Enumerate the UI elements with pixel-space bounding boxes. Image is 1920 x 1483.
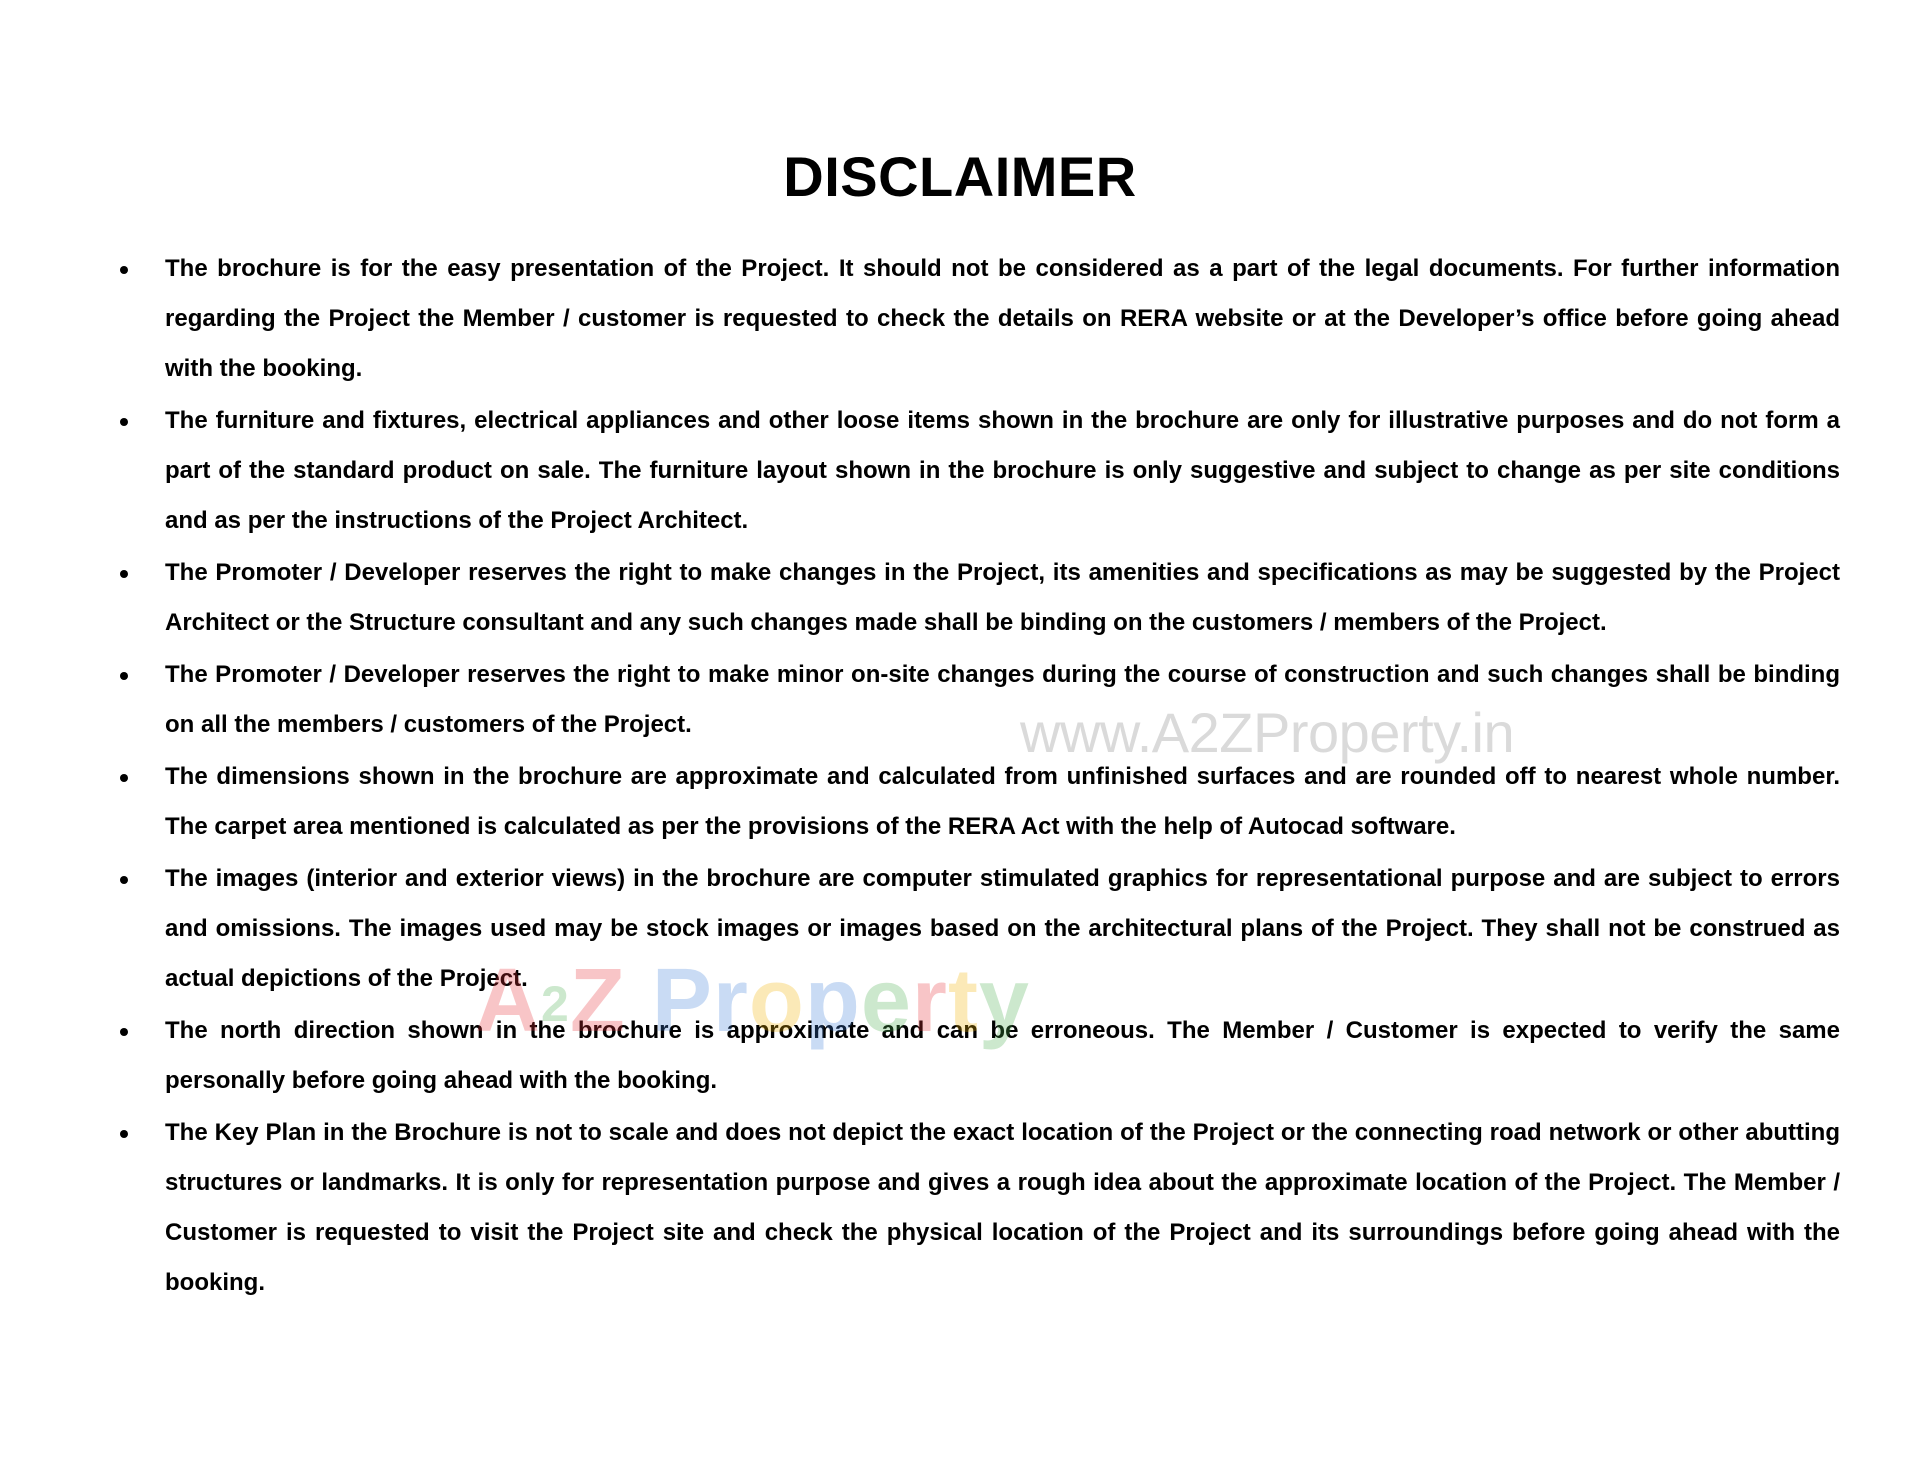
list-item-text: The north direction shown in the brochure is approximate and can be erroneous. The Member / Customer is expected to verify the same personally before going ahead with the booking. [165,1017,1840,1094]
bullet-icon [120,1028,128,1036]
list-item-text: The Promoter / Developer reserves the right to make minor on-site changes during the course of construction and such changes shall be binding on all the members / customers of the Project. [165,661,1840,738]
url-watermark: www.A2ZProperty.in [1020,701,1515,764]
list-item [120,854,1840,1004]
bullet-icon [120,418,128,426]
list-item-text: The Key Plan in the Brochure is not to scale and does not depict the exact location of the Project or the connecting road network or other abutting structures or landmarks. It is only for representation purpose and gives a rough idea about the approximate location of the Project. The Member / Customer is requested to visit the Project site and check the physical location of the Project and its surroundings before going ahead with the booking. [165,1119,1840,1296]
bullet-icon [120,672,128,680]
bullet-icon [120,570,128,578]
list-item-text: The furniture and fixtures, electrical appliances and other loose items shown in the brochure are only for illustrative purposes and do not form a part of the standard product on sale. The furniture layout shown in the brochure is only suggestive and subject to change as per site conditions and as per the instructions of the Project Architect. [165,407,1840,534]
list-item [120,1006,1840,1106]
list-item [120,650,1840,750]
list-item-text: The dimensions shown in the brochure are approximate and calculated from unfinished surfaces and are rounded off to nearest whole number. The carpet area mentioned is calculated as per the provisions of the RERA Act with the help of Autocad software. [165,763,1840,840]
list-item-text: The images (interior and exterior views) in the brochure are computer stimulated graphics for representational purpose and are subject to errors and omissions. The images used may be stock images or images based on the architectural plans of the Project. They shall not be construed as actual depictions of the Project. [165,865,1840,992]
page-title: DISCLAIMER [783,145,1137,208]
list-item [120,752,1840,852]
logo-watermark: A2Z Property [475,951,1030,1051]
list-item [120,1108,1840,1308]
bullet-icon [120,1130,128,1138]
bullet-icon [120,266,128,274]
list-item [120,548,1840,648]
bullet-icon [120,876,128,884]
list-item-text: The brochure is for the easy presentation of the Project. It should not be considered as a part of the legal documents. For further information regarding the Project the Member / customer is requested to check the details on RERA website or at the Developer’s office before going ahead with the booking. [165,255,1840,382]
list-item [120,396,1840,546]
disclaimer-list [120,244,1840,1310]
list-item [120,244,1840,394]
bullet-icon [120,774,128,782]
list-item-text: The Promoter / Developer reserves the right to make changes in the Project, its amenities and specifications as may be suggested by the Project Architect or the Structure consultant and any such changes made shall be binding on the customers / members of the Project. [165,559,1840,636]
